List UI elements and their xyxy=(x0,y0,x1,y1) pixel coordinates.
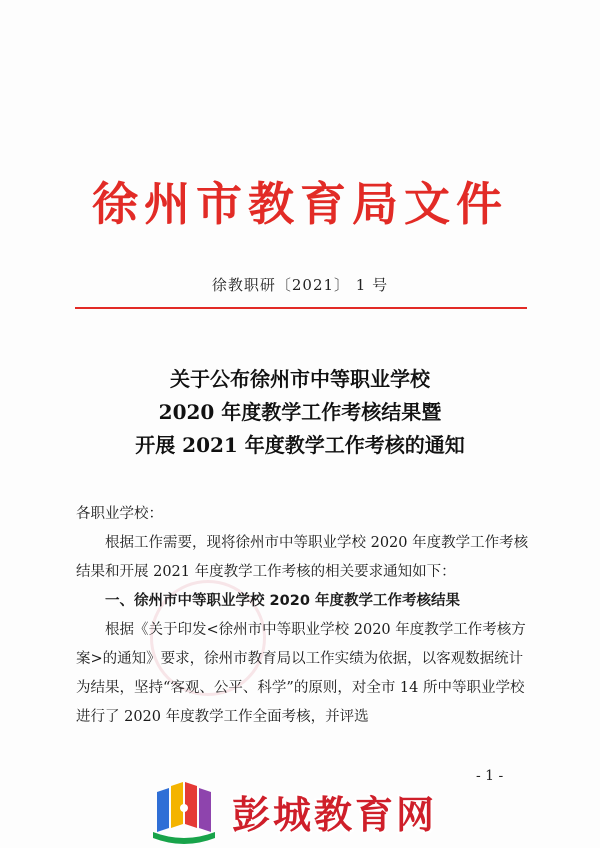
section-heading-1: 一、徐州市中等职业学校 2020 年度教学工作考核结果 xyxy=(105,593,460,609)
book-logo-icon xyxy=(145,778,223,844)
red-divider-line xyxy=(75,307,527,309)
document-body xyxy=(76,500,530,732)
site-watermark xyxy=(0,770,600,848)
page-number: - 1 - xyxy=(476,768,504,784)
paragraph-1: 根据工作需要，现将徐州市中等职业学校 2020 年度教学工作考核结果和开展 2021 年度教学工作考核的相关要求通知如下： xyxy=(76,535,529,580)
paragraph-2: 根据《关于印发<徐州市中等职业学校 2020 年度教学工作考核方案>的通知》要求，徐州市教育局以工作实绩为依据，以客观数据统计为结果，坚持“客观、公平、科学”的原则，对全市 14 所中等职业学校进行了 2020 年度教学工作全面考核，并评选 xyxy=(76,622,526,725)
document-number: 徐教职研〔2021〕 1 号 xyxy=(211,276,389,294)
document-title xyxy=(0,363,600,462)
salutation: 各职业学校： xyxy=(76,506,163,522)
title-line-2: 2020 年度教学工作考核结果暨 xyxy=(158,400,442,424)
title-line-3: 开展 2021 年度教学工作考核的通知 xyxy=(135,433,465,457)
watermark-text: 彭城教育网 xyxy=(232,793,438,837)
title-line-1: 关于公布徐州市中等职业学校 xyxy=(170,367,430,391)
issuer-header: 徐州市教育局文件 xyxy=(92,177,508,231)
